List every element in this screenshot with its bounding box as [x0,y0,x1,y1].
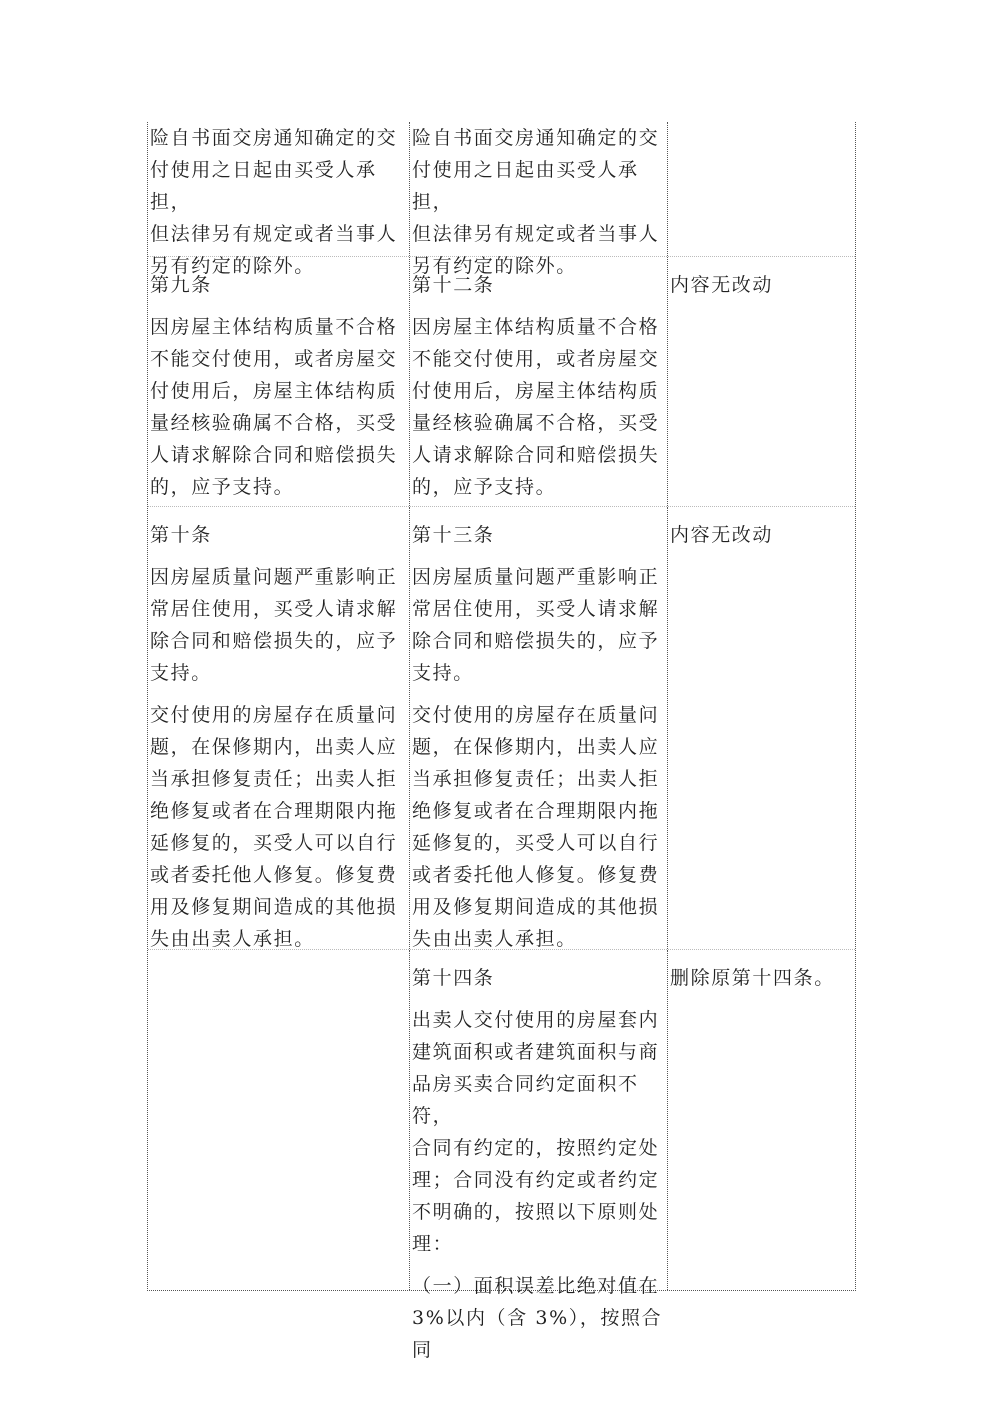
note-text: 内容无改动 [670,524,774,546]
paragraph: 交付使用的房屋存在质量问 题，在保修期内，出卖人应 当承担修复责任；出卖人拒 绝修复或者在合理期限内拖 延修复的，买受人可以自行 或者委托他人修复。修复费 用及修复期间造成的其他损 失由出卖人承担。 [150,704,398,950]
article-heading: 第十条 [150,524,212,546]
new-text-cell [410,122,668,277]
new-text-cell [410,257,668,506]
old-text-cell [148,950,410,1290]
new-text-cell [410,950,668,1361]
article-heading: 第十三条 [412,524,495,546]
paragraph: 险自书面交房通知确定的交 付使用之日起由买受人承担， 但法律另有规定或者当事人 另有约定的除外。 [150,127,398,277]
paragraph: 出卖人交付使用的房屋套内 建筑面积或者建筑面积与商 品房买卖合同约定面积不符， 合同有约定的，按照约定处 理；合同没有约定或者约定 不明确的，按照以下原则处 理： [412,1009,660,1255]
paragraph: （一）面积误差比绝对值在 3%以内（含 3%），按照合同 [412,1275,663,1361]
old-text-cell [148,122,410,277]
article-heading: 第十四条 [412,967,495,989]
paragraph: 因房屋主体结构质量不合格 不能交付使用，或者房屋交 付使用后，房屋主体结构质 量经核验确属不合格，买受 人请求解除合同和赔偿损失 的，应予支持。 [412,316,660,498]
paragraph: 因房屋主体结构质量不合格 不能交付使用，或者房屋交 付使用后，房屋主体结构质 量经核验确属不合格，买受 人请求解除合同和赔偿损失 的，应予支持。 [150,316,398,498]
table-row [148,506,855,949]
article-heading: 第九条 [150,274,212,296]
paragraph: 交付使用的房屋存在质量问 题，在保修期内，出卖人应 当承担修复责任；出卖人拒 绝修复或者在合理期限内拖 延修复的，买受人可以自行 或者委托他人修复。修复费 用及修复期间造成的其他损 失由出卖人承担。 [412,704,660,950]
table-row [148,256,855,506]
note-cell [668,257,853,506]
note-cell [668,507,853,949]
paragraph: 因房屋质量问题严重影响正 常居住使用，买受人请求解 除合同和赔偿损失的，应予 支持。 [412,566,660,684]
paragraph: 因房屋质量问题严重影响正 常居住使用，买受人请求解 除合同和赔偿损失的，应予 支持。 [150,566,398,684]
note-cell [668,122,853,256]
note-cell [668,950,853,1290]
new-text-cell [410,507,668,949]
note-text: 删除原第十四条。 [670,967,835,989]
old-text-cell [148,507,410,949]
comparison-table [147,122,856,1361]
table-row [148,122,855,277]
old-text-cell [148,257,410,506]
table-row [148,949,855,1361]
note-text: 内容无改动 [670,274,774,296]
article-heading: 第十二条 [412,274,495,296]
paragraph: 险自书面交房通知确定的交 付使用之日起由买受人承担， 但法律另有规定或者当事人 另有约定的除外。 [412,127,660,277]
